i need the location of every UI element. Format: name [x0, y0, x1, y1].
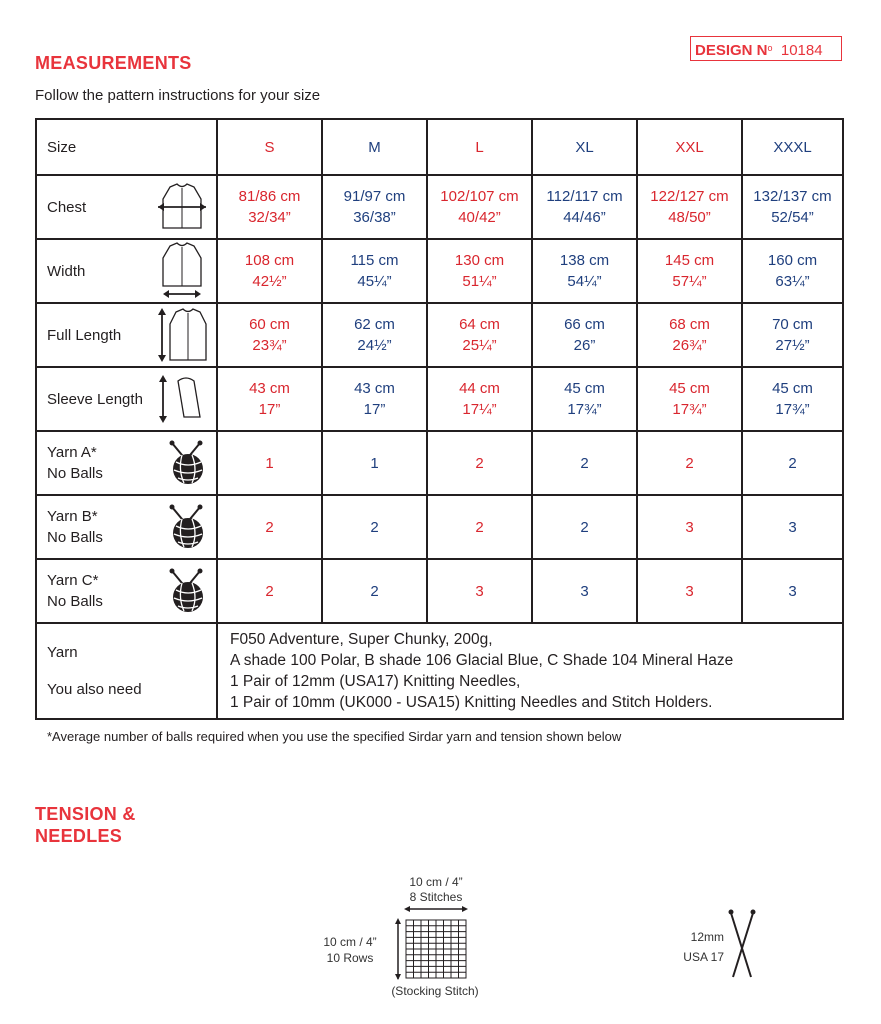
measurement-cell	[427, 239, 532, 303]
yarn-detail-line: 1 Pair of 12mm (USA17) Knitting Needles,	[230, 673, 521, 690]
length-icon	[156, 306, 208, 364]
row-label-cell	[36, 367, 217, 431]
measurement-cell	[742, 303, 843, 367]
inch-value: 44/46”	[563, 209, 606, 226]
inch-value: 45¼”	[357, 273, 392, 290]
measurement-cell	[322, 239, 427, 303]
inch-value: 54¼”	[567, 273, 602, 290]
yarn-count-cell: 2	[532, 431, 637, 495]
row-label-cell	[36, 175, 217, 239]
inch-value: 40/42”	[458, 209, 501, 226]
measurement-cell	[532, 303, 637, 367]
inch-value: 25¼”	[462, 337, 497, 354]
also-need-label: You also need	[47, 681, 142, 698]
yarn-count-cell: 2	[322, 559, 427, 623]
cm-value: 66 cm	[564, 316, 605, 333]
measurement-cell	[217, 239, 322, 303]
yarn-details-row	[36, 623, 843, 719]
inch-value: 51¼”	[462, 273, 497, 290]
measurements-table	[35, 118, 844, 720]
inch-value: 32/34”	[248, 209, 291, 226]
cm-value: 45 cm	[772, 380, 813, 397]
cm-value: 130 cm	[454, 252, 505, 269]
needle-size-label: 12mm	[690, 930, 724, 944]
inch-value: 27½”	[775, 337, 810, 354]
cm-value: 43 cm	[354, 380, 395, 397]
size-header: M	[322, 119, 427, 175]
cm-value: 122/127 cm	[650, 188, 729, 205]
yarn-name: Yarn B*	[47, 508, 98, 525]
yarn-count-cell: 2	[217, 495, 322, 559]
yarn-label	[47, 506, 103, 548]
size-row	[36, 119, 843, 175]
measurement-cell	[742, 239, 843, 303]
yarn-count-cell: 3	[742, 559, 843, 623]
cm-value: 145 cm	[664, 252, 715, 269]
yarn-details-cell	[217, 623, 843, 719]
inch-value: 26”	[573, 337, 596, 354]
yarn-count-cell: 2	[427, 431, 532, 495]
size-label-cell	[36, 119, 217, 175]
design-number-box	[690, 36, 842, 61]
measurement-cell	[742, 175, 843, 239]
inch-value: 63¼”	[775, 273, 810, 290]
cm-value: 108 cm	[244, 252, 295, 269]
cm-value: 160 cm	[767, 252, 818, 269]
size-label: Size	[47, 138, 77, 156]
yarn-count-cell: 3	[532, 559, 637, 623]
measurement-cell	[532, 175, 637, 239]
needle-usa-label: USA 17	[683, 950, 724, 964]
yarn-count-cell: 2	[637, 431, 742, 495]
tension-width-label: 10 cm / 4”	[409, 875, 463, 889]
measurement-cell	[217, 303, 322, 367]
yarn-count-cell: 1	[217, 431, 322, 495]
tension-stitches-label: 8 Stitches	[409, 890, 463, 904]
cm-value: 44 cm	[459, 380, 500, 397]
size-header: XL	[532, 119, 637, 175]
yarn-count-cell: 3	[742, 495, 843, 559]
chest-icon	[156, 181, 208, 233]
yarn-count-cell: 2	[217, 559, 322, 623]
measurement-cell	[637, 175, 742, 239]
cm-value: 102/107 cm	[440, 188, 519, 205]
yarn-name: Yarn C*	[47, 572, 99, 589]
measurement-cell	[532, 239, 637, 303]
inch-value: 36/38”	[353, 209, 396, 226]
cm-value: 132/137 cm	[753, 188, 832, 205]
design-superscript: o	[767, 43, 773, 53]
inch-value: 17¾”	[567, 401, 602, 418]
measurement-row-full-length	[36, 303, 843, 367]
yarn-row-a	[36, 431, 843, 495]
measurement-row-sleeve-length	[36, 367, 843, 431]
yarn-detail-line: 1 Pair of 10mm (UK000 - USA15) Knitting Needles and Stitch Holders.	[230, 694, 713, 711]
inch-value: 26¾”	[672, 337, 707, 354]
measurement-cell	[637, 303, 742, 367]
inch-value: 17”	[363, 401, 386, 418]
measurement-cell	[322, 303, 427, 367]
design-label: DESIGN N	[695, 42, 768, 59]
sleeve-icon	[158, 373, 202, 425]
yarn-count-cell: 3	[637, 559, 742, 623]
cm-value: 45 cm	[669, 380, 710, 397]
row-label-cell	[36, 559, 217, 623]
tension-height-label: 10 cm / 4”	[323, 935, 377, 949]
yarn-detail-line: A shade 100 Polar, B shade 106 Glacial Blue, C Shade 104 Mineral Haze	[230, 652, 734, 669]
measurements-title: MEASUREMENTS	[35, 53, 192, 73]
row-label: Full Length	[47, 326, 122, 344]
yarn-row-c	[36, 559, 843, 623]
yarn-count-cell: 2	[427, 495, 532, 559]
inch-value: 17¾”	[672, 401, 707, 418]
inch-value: 57¼”	[672, 273, 707, 290]
width-icon	[156, 242, 208, 300]
yarn-label	[47, 442, 103, 484]
inch-value: 23¾”	[252, 337, 287, 354]
tension-title-line2: NEEDLES	[35, 826, 123, 846]
inch-value: 42½”	[252, 273, 287, 290]
measurement-cell	[217, 175, 322, 239]
yarn-detail-line: F050 Adventure, Super Chunky, 200g,	[230, 631, 493, 648]
cm-value: 81/86 cm	[238, 188, 301, 205]
yarn-ball-icon	[164, 440, 208, 486]
measurement-cell	[742, 367, 843, 431]
yarn-count-cell: 3	[427, 559, 532, 623]
measurement-cell	[532, 367, 637, 431]
knitting-needles-icon	[727, 907, 757, 979]
cm-value: 64 cm	[459, 316, 500, 333]
measurement-row-width	[36, 239, 843, 303]
measurement-cell	[427, 367, 532, 431]
measurement-cell	[427, 175, 532, 239]
measurement-cell	[217, 367, 322, 431]
cm-value: 70 cm	[772, 316, 813, 333]
cm-value: 45 cm	[564, 380, 605, 397]
row-label-cell	[36, 495, 217, 559]
yarn-label	[47, 570, 103, 612]
balls-label: No Balls	[47, 465, 103, 482]
yarn-ball-icon	[164, 504, 208, 550]
measurement-cell	[322, 175, 427, 239]
row-label-cell	[36, 303, 217, 367]
cm-value: 138 cm	[559, 252, 610, 269]
yarn-count-cell: 2	[322, 495, 427, 559]
inch-value: 52/54”	[771, 209, 814, 226]
size-header: XXXL	[742, 119, 843, 175]
balls-label: No Balls	[47, 529, 103, 546]
measurement-cell	[322, 367, 427, 431]
measurements-intro: Follow the pattern instructions for your size	[35, 87, 321, 104]
row-label: Sleeve Length	[47, 390, 143, 408]
cm-value: 60 cm	[249, 316, 290, 333]
measurement-cell	[637, 239, 742, 303]
yarn-details-label-cell	[36, 623, 217, 719]
balls-label: No Balls	[47, 593, 103, 610]
cm-value: 68 cm	[669, 316, 710, 333]
yarn-name: Yarn A*	[47, 444, 97, 461]
inch-value: 17”	[258, 401, 281, 418]
measurement-row-chest	[36, 175, 843, 239]
size-header: XXL	[637, 119, 742, 175]
cm-value: 62 cm	[354, 316, 395, 333]
inch-value: 17¾”	[775, 401, 810, 418]
cm-value: 91/97 cm	[343, 188, 406, 205]
size-header: S	[217, 119, 322, 175]
yarn-label: Yarn	[47, 644, 78, 661]
row-label: Width	[47, 262, 86, 280]
tension-square-diagram	[388, 905, 484, 980]
yarn-count-cell: 1	[322, 431, 427, 495]
yarn-count-cell: 3	[637, 495, 742, 559]
tension-rows-label: 10 Rows	[326, 951, 374, 965]
cm-value: 115 cm	[350, 252, 399, 269]
size-header: L	[427, 119, 532, 175]
tension-title-line1: TENSION &	[35, 804, 136, 824]
measurement-cell	[427, 303, 532, 367]
design-number: 10184	[780, 42, 823, 59]
row-label-cell	[36, 431, 217, 495]
stocking-stitch-label: (Stocking Stitch)	[391, 984, 479, 998]
yarn-count-cell: 2	[532, 495, 637, 559]
yarn-row-b	[36, 495, 843, 559]
row-label-cell	[36, 239, 217, 303]
cm-value: 43 cm	[249, 380, 290, 397]
inch-value: 48/50”	[668, 209, 711, 226]
inch-value: 17¼”	[462, 401, 497, 418]
footnote: *Average number of balls required when you use the specified Sirdar yarn and tension shown below	[47, 729, 622, 744]
row-label: Chest	[47, 198, 87, 216]
cm-value: 112/117 cm	[546, 188, 623, 205]
yarn-ball-icon	[164, 568, 208, 614]
inch-value: 24½”	[357, 337, 392, 354]
yarn-count-cell: 2	[742, 431, 843, 495]
measurement-cell	[637, 367, 742, 431]
